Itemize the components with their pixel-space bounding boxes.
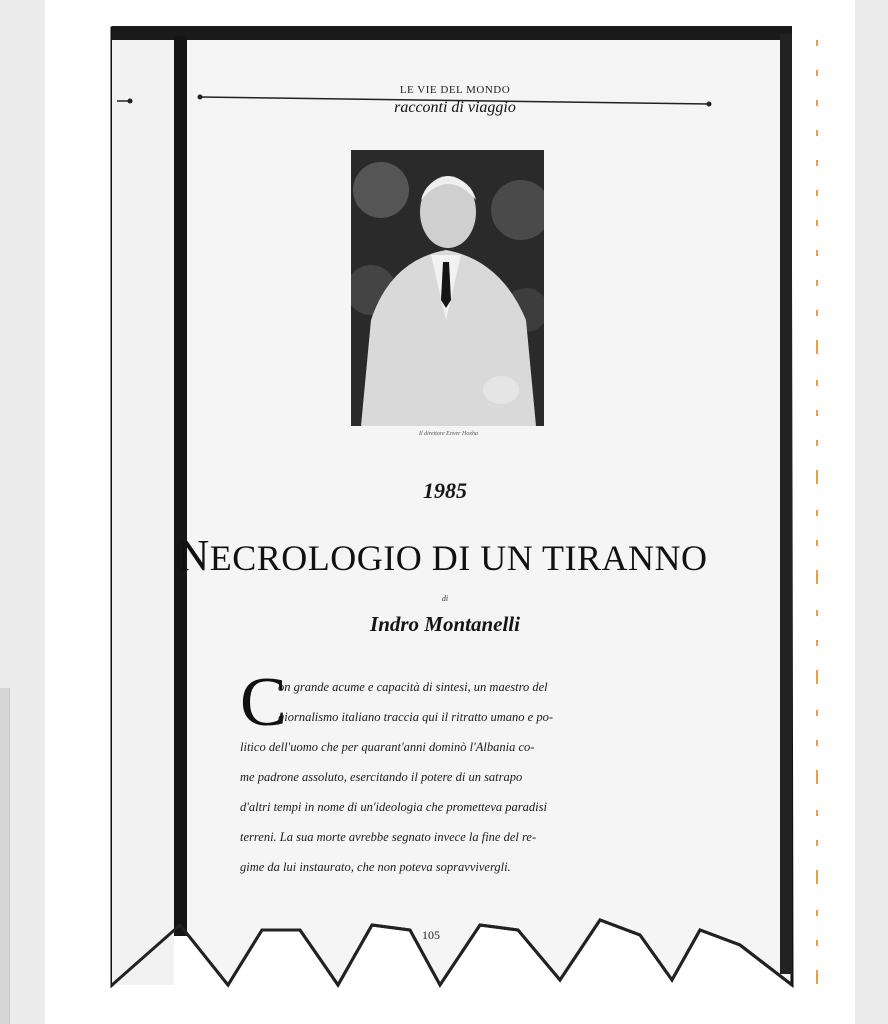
section-subtitle: racconti di viaggio xyxy=(394,99,516,116)
margin-marks xyxy=(815,40,821,1000)
section-title: LE VIE DEL MONDO xyxy=(399,84,511,96)
lead-line: d'altri tempi in nome di un'ideologia che prometteva paradisi xyxy=(240,800,547,814)
title-rest: ECROLOGIO DI UN TIRANNO xyxy=(209,538,708,578)
lead-line: me padrone assoluto, esercitando il potere di un satrapo xyxy=(240,770,523,784)
page-number: 105 xyxy=(422,928,440,942)
lead-line: giornalismo italiano traccia qui il ritratto umano e po- xyxy=(278,710,553,724)
article-title xyxy=(170,530,715,581)
title-initial: N xyxy=(177,531,210,580)
lead-line: gime da lui instaurato, che non poteva sopravvivergli. xyxy=(240,860,511,874)
lead-line: terreni. La sua morte avrebbe segnato invece la fine del re- xyxy=(240,830,537,844)
article-lead xyxy=(240,672,640,882)
section-header xyxy=(200,84,710,117)
article-author: Indro Montanelli xyxy=(370,612,520,636)
drop-cap: C xyxy=(240,664,287,741)
portrait-image xyxy=(351,150,544,426)
byline-di: di xyxy=(441,594,449,603)
portrait-photo xyxy=(351,150,544,426)
article-year: 1985 xyxy=(423,478,467,503)
photo-caption: Il direttore Enver Hoxha xyxy=(418,431,479,437)
lead-line: litico dell'uomo che per quarant'anni dominò l'Albania co- xyxy=(240,740,535,754)
lead-line: on grande acume e capacità di sintesi, un maestro del xyxy=(278,680,548,694)
